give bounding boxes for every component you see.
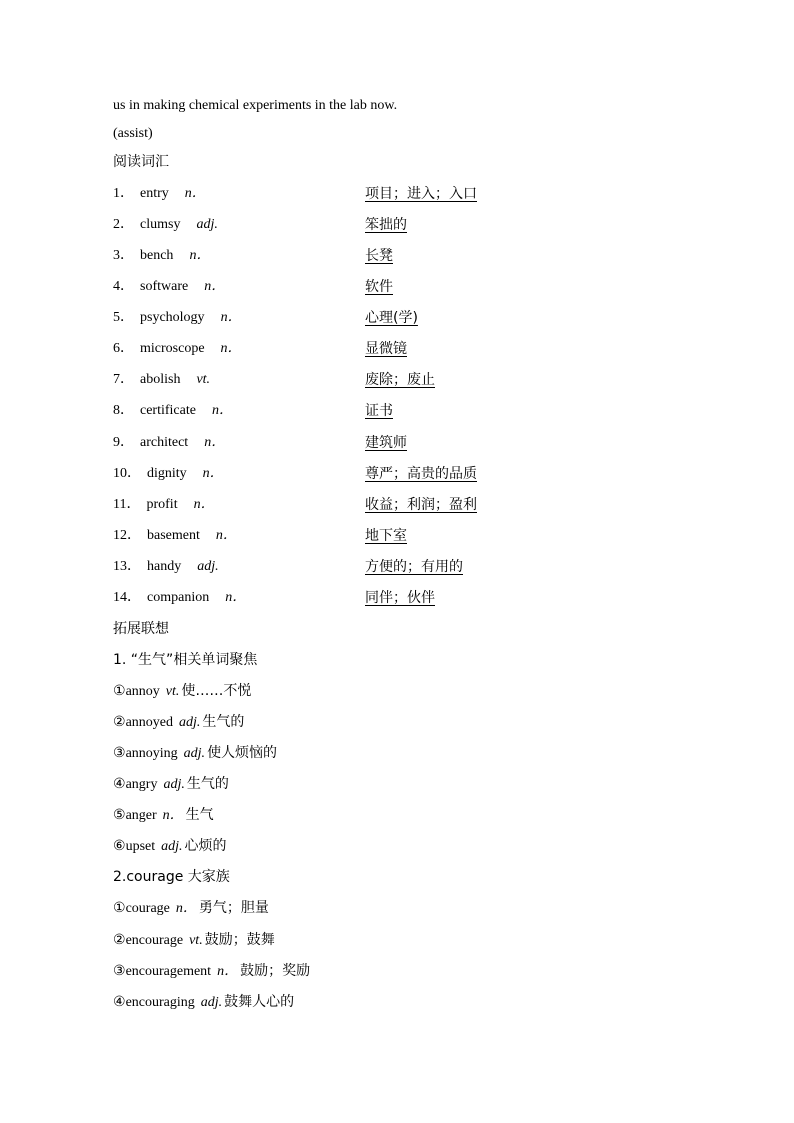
derive-pos: adj. [179, 715, 201, 730]
vocab-word: certificate [140, 403, 196, 418]
derive-item [113, 898, 269, 919]
vocab-meaning: 尊严；高贵的品质 [365, 466, 477, 482]
vocab-num: 3． [113, 248, 134, 263]
derive-pos: adj. [200, 995, 223, 1010]
derive-item [113, 774, 229, 795]
vocab-word: handy [147, 559, 182, 574]
vocab-item [113, 463, 713, 485]
vocab-num: 5． [113, 310, 134, 325]
derive-def: 生气的 [186, 776, 229, 792]
vocab-meaning: 方便的；有用的 [365, 559, 463, 575]
vocab-word: profit [146, 497, 178, 512]
derive-item [113, 681, 251, 702]
derive-mark: ⑥ [113, 839, 126, 854]
vocab-num: 4． [113, 279, 134, 294]
derive-def: 生气 [185, 807, 214, 823]
vocab-pos: n． [220, 341, 242, 356]
vocab-pos: n． [193, 497, 215, 512]
vocab-word: basement [147, 528, 200, 543]
vocab-item [113, 245, 713, 267]
derive-word: anger [125, 808, 157, 823]
vocab-meaning: 同伴；伙伴 [365, 590, 435, 606]
derive-pos: n． [175, 901, 197, 916]
derive-pos: adj. [183, 746, 206, 761]
derive-mark: ④ [113, 995, 126, 1010]
vocab-num: 12． [113, 528, 141, 543]
derive-pos: n． [217, 964, 239, 979]
vocab-item [113, 276, 713, 298]
vocab-item [113, 432, 713, 454]
vocab-num: 8． [113, 403, 134, 418]
derive-mark: ① [113, 901, 126, 916]
vocab-pos: n． [220, 310, 242, 325]
derive-mark: ② [113, 933, 126, 948]
derive-word: annoy [125, 684, 160, 699]
vocab-meaning: 证书 [365, 403, 393, 419]
derive-mark: ③ [113, 746, 126, 761]
derive-pos: adj. [163, 777, 185, 792]
vocab-word: bench [140, 248, 174, 263]
vocab-pos: n． [204, 435, 226, 450]
vocab-pos: n． [204, 279, 226, 294]
derive-mark: ① [113, 684, 126, 699]
derive-def: 鼓舞人心的 [224, 994, 295, 1010]
vocab-item [113, 525, 713, 547]
vocab-num: 14． [113, 590, 141, 605]
vocab-pos: n． [202, 466, 224, 481]
vocab-pos: n． [189, 248, 211, 263]
vocab-meaning: 收益；利润；盈利 [365, 497, 477, 513]
vocab-word: clumsy [140, 217, 181, 232]
derive-def: 鼓励；奖励 [240, 963, 311, 979]
vocab-pos: vt. [196, 372, 211, 387]
vocab-word: microscope [140, 341, 205, 356]
reading-vocab-heading: 阅读词汇 [113, 154, 169, 170]
derive-pos: adj. [161, 839, 183, 854]
vocab-pos: n． [225, 590, 247, 605]
derive-mark: ④ [113, 777, 126, 792]
vocab-meaning: 长凳 [365, 248, 393, 264]
derive-item [113, 836, 227, 857]
vocab-item [113, 214, 713, 236]
derive-def: 心烦的 [184, 838, 227, 854]
vocab-item [113, 556, 713, 578]
vocab-item [113, 307, 713, 329]
derive-pos: vt. [165, 684, 180, 699]
vocab-pos: n． [215, 528, 237, 543]
vocab-meaning: 建筑师 [365, 435, 407, 451]
vocab-meaning: 软件 [365, 279, 393, 295]
derive-word: encouraging [125, 995, 195, 1010]
vocab-item [113, 338, 713, 360]
vocab-word: entry [140, 186, 169, 201]
vocab-meaning: 废除；废止 [365, 372, 435, 388]
vocab-num: 9． [113, 435, 134, 450]
vocab-meaning: 项目；进入；入口 [365, 186, 477, 202]
vocab-word: abolish [140, 372, 181, 387]
group1-title: 1. “生气”相关单词聚焦 [113, 652, 258, 668]
derive-item [113, 992, 294, 1013]
vocab-num: 1． [113, 186, 134, 201]
vocab-num: 7． [113, 372, 134, 387]
derive-def: 使人烦恼的 [207, 745, 278, 761]
derive-pos: n． [162, 808, 184, 823]
vocab-item [113, 369, 713, 391]
derive-item [113, 961, 310, 982]
vocab-pos: adj. [197, 559, 219, 574]
derive-word: encourage [125, 933, 184, 948]
vocab-meaning: 地下室 [365, 528, 407, 544]
vocab-pos: n． [184, 186, 206, 201]
derive-def: 鼓励；鼓舞 [204, 932, 275, 948]
derive-item [113, 805, 214, 826]
derive-def: 使……不悦 [181, 683, 252, 699]
vocab-meaning: 心理(学) [365, 310, 418, 326]
derive-def: 勇气；胆量 [198, 900, 269, 916]
vocab-item [113, 400, 713, 422]
vocab-word: dignity [147, 466, 187, 481]
derive-word: courage [125, 901, 170, 916]
vocab-num: 10． [113, 466, 141, 481]
vocab-num: 6． [113, 341, 134, 356]
vocab-word: psychology [140, 310, 205, 325]
vocab-pos: n． [211, 403, 233, 418]
vocab-meaning: 显微镜 [365, 341, 407, 357]
derive-pos: vt. [189, 933, 203, 948]
expansion-heading: 拓展联想 [113, 621, 169, 637]
derive-def: 生气的 [202, 714, 245, 730]
vocab-num: 11． [113, 497, 141, 512]
derive-word: annoying [125, 746, 178, 761]
derive-word: encouragement [125, 964, 212, 979]
vocab-item [113, 494, 713, 516]
derive-word: annoyed [125, 715, 173, 730]
vocab-word: software [140, 279, 189, 294]
derive-item [113, 743, 277, 764]
intro-hint: (assist) [113, 126, 153, 141]
vocab-meaning: 笨拙的 [365, 217, 407, 233]
derive-word: upset [125, 839, 156, 854]
vocab-word: architect [140, 435, 189, 450]
derive-mark: ⑤ [113, 808, 126, 823]
vocab-num: 13． [113, 559, 141, 574]
derive-mark: ③ [113, 964, 126, 979]
vocab-item [113, 183, 713, 205]
vocab-pos: adj. [196, 217, 218, 232]
vocab-num: 2． [113, 217, 134, 232]
derive-item [113, 930, 275, 951]
vocab-item [113, 587, 713, 609]
derive-item [113, 712, 244, 733]
intro-sentence: us in making chemical experiments in the lab now. [113, 98, 398, 113]
derive-mark: ② [113, 715, 126, 730]
derive-word: angry [125, 777, 158, 792]
vocab-word: companion [147, 590, 210, 605]
group2-title: 2.courage 大家族 [113, 869, 230, 885]
